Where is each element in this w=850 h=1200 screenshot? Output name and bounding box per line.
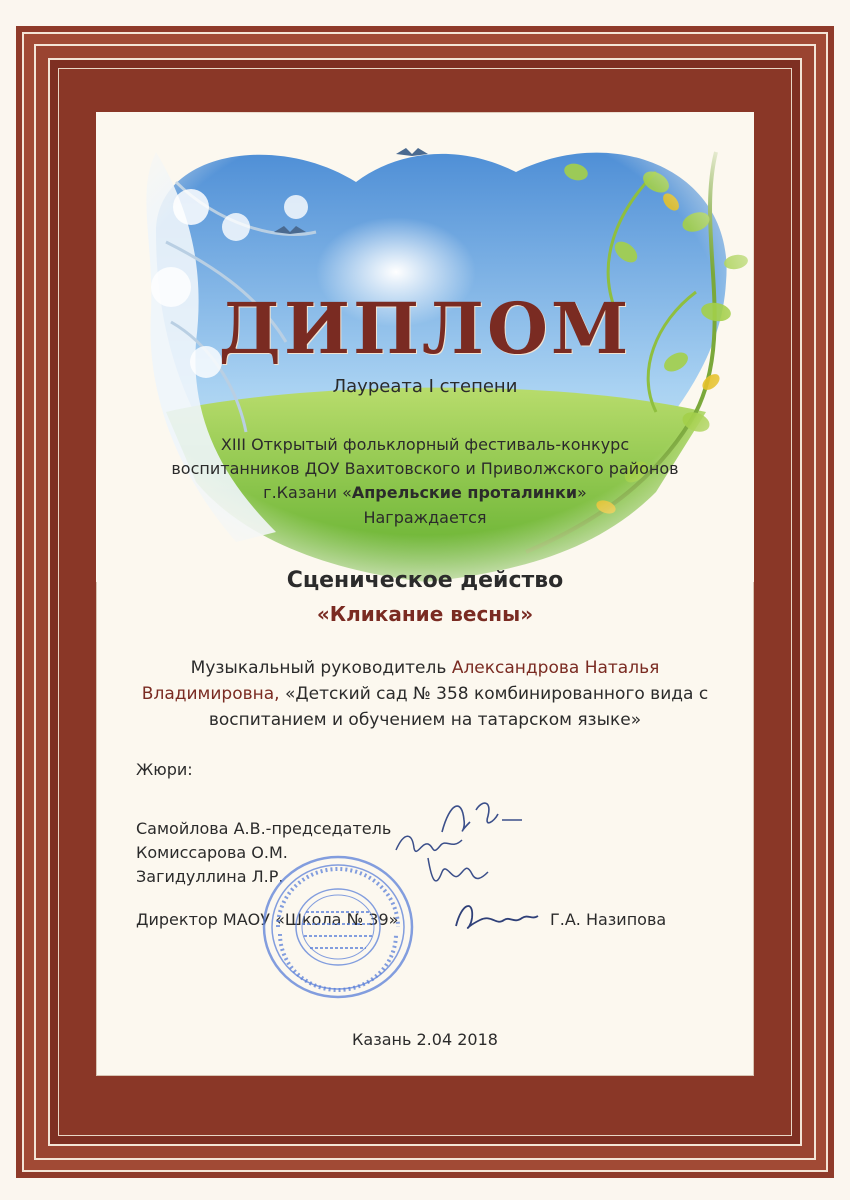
director-title: Директор МАОУ «Школа № 39» [136, 910, 399, 929]
diploma-sheet [96, 112, 754, 1076]
jury-member: Загидуллина Л.Р. [136, 867, 284, 886]
signature-director-icon [452, 896, 542, 940]
diploma-title: ДИПЛОМ [218, 287, 632, 370]
place-date: Казань 2.04 2018 [352, 1030, 498, 1049]
festival-line-1: XIII Открытый фольклорный фестиваль-конкурс [220, 435, 630, 454]
jury-heading: Жюри: [136, 760, 193, 779]
recipient-role: Музыкальный руководитель [190, 658, 452, 678]
recipient-description [96, 655, 754, 733]
festival-quote-close: » [577, 483, 587, 502]
work-title: «Кликание весны» [316, 602, 534, 626]
jury-member: Комиссарова О.М. [136, 843, 288, 862]
festival-name: Апрельские проталинки [351, 483, 578, 502]
official-stamp-icon [258, 852, 418, 1002]
recipient-organization: «Детский сад № 358 комбинированного вида с воспитанием и обучением на татарском языке» [208, 684, 709, 730]
jury-member: Самойлова А.В.-председатель [136, 819, 392, 838]
festival-line-3 [96, 483, 754, 502]
festival-line-2: воспитанников ДОУ Вахитовского и Приволжского районов [171, 459, 679, 478]
work-kind: Сценическое действо [286, 568, 564, 593]
diploma-degree: Лауреата I степени [332, 376, 518, 397]
awarded-label: Награждается [363, 508, 487, 527]
signature-member-icon [422, 852, 492, 892]
festival-city: г.Казани « [263, 483, 352, 502]
recipient-name: Александрова Наталья Владимировна, [141, 658, 660, 704]
director-name: Г.А. Назипова [550, 910, 667, 929]
